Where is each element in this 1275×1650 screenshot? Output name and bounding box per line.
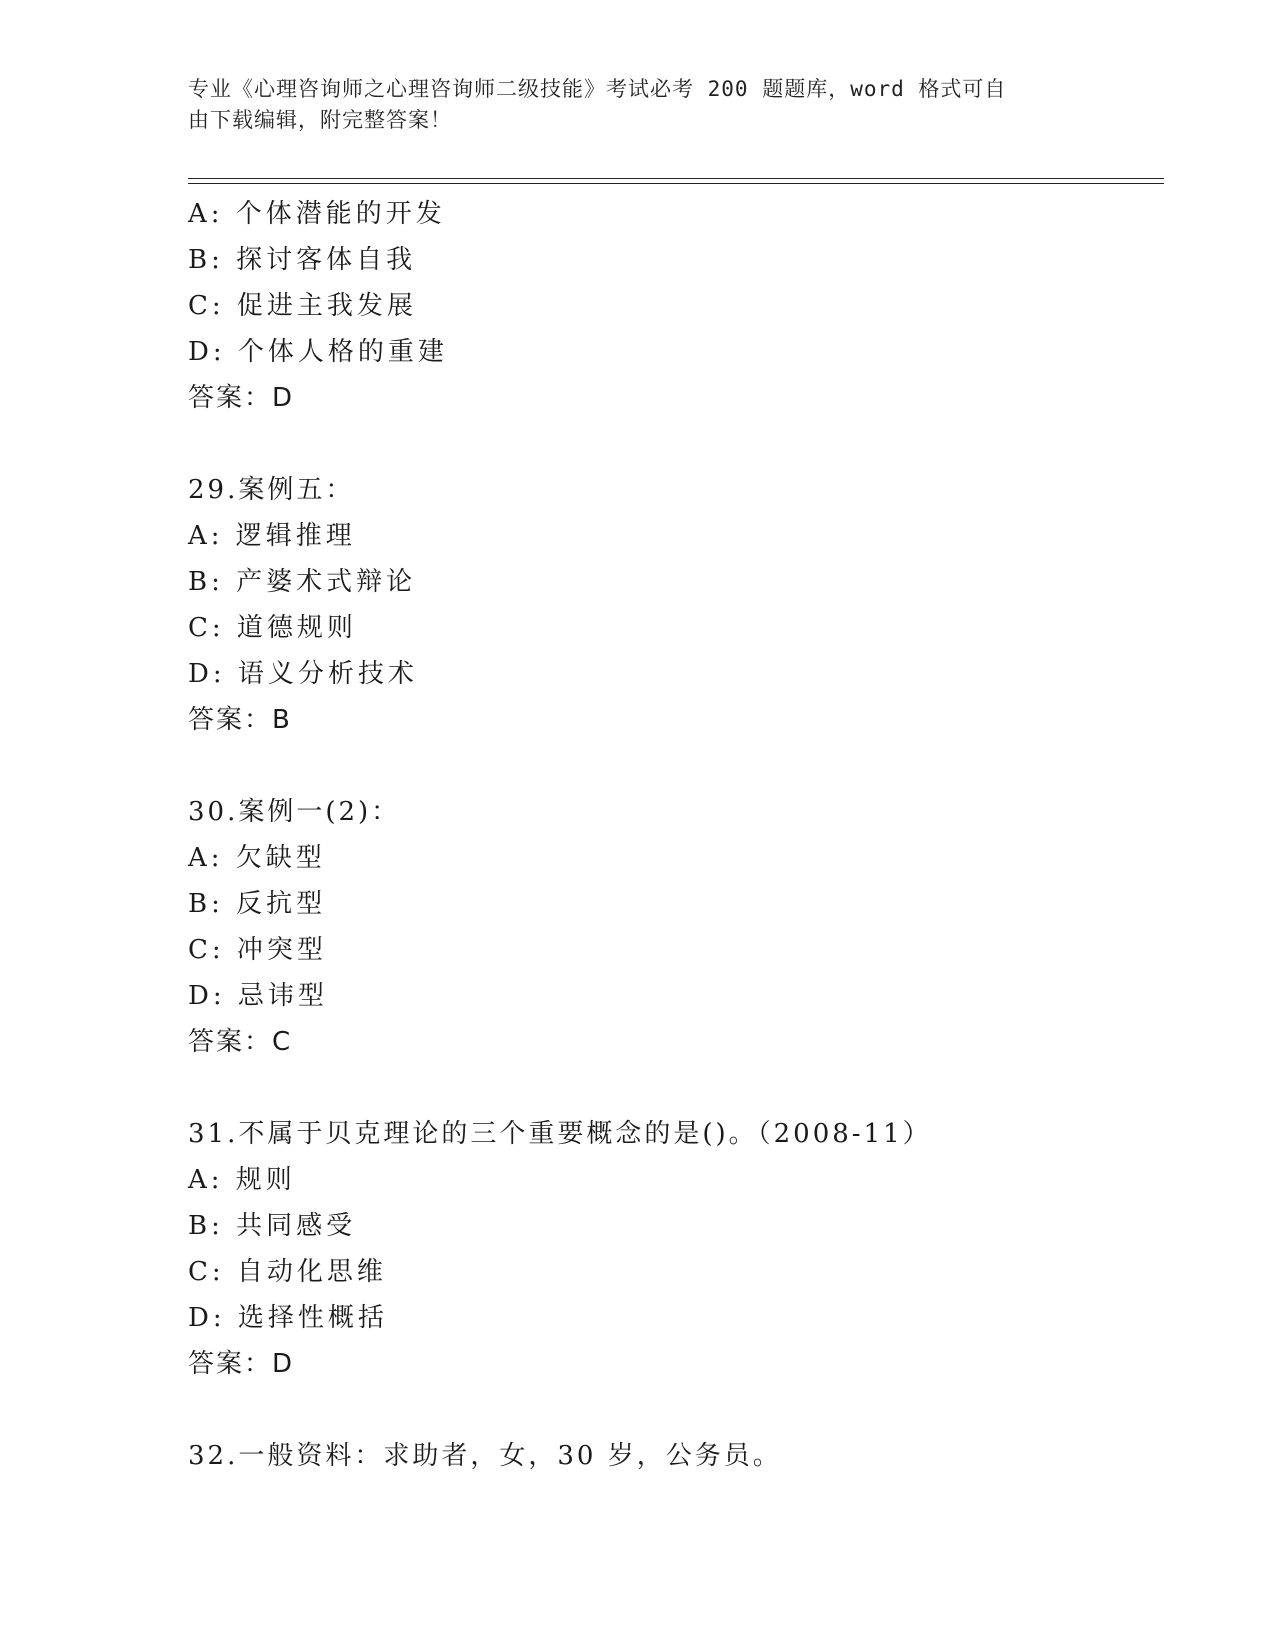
option-a: A: 逻辑推理 xyxy=(188,521,356,551)
option-c: C: 冲突型 xyxy=(188,935,327,965)
option-b: B: 产婆术式辩论 xyxy=(188,567,417,597)
option-a: A: 规则 xyxy=(188,1165,296,1195)
option-c: C: 促进主我发展 xyxy=(188,291,417,321)
question-text: 31.不属于贝克理论的三个重要概念的是()。（2008-11） xyxy=(188,1119,932,1149)
option-a: A: 欠缺型 xyxy=(188,843,326,873)
header-divider-bottom xyxy=(188,183,1164,184)
answer: 答案：C xyxy=(188,1027,293,1057)
option-a: A: 个体潜能的开发 xyxy=(188,199,446,229)
option-b: B: 共同感受 xyxy=(188,1211,357,1241)
question-block xyxy=(188,1433,1168,1479)
option-c: C: 自动化思维 xyxy=(188,1257,387,1287)
question-block xyxy=(188,789,1168,1065)
answer: 答案：B xyxy=(188,705,292,735)
header-divider-top xyxy=(188,178,1164,179)
question-list xyxy=(188,191,1168,1479)
document-header xyxy=(188,74,1068,136)
header-line-2: 由下载编辑，附完整答案！ xyxy=(188,108,452,132)
option-b: B: 探讨客体自我 xyxy=(188,245,417,275)
option-d: D: 选择性概括 xyxy=(188,1303,388,1333)
question-block xyxy=(188,467,1168,743)
question-text: 29.案例五： xyxy=(188,475,355,505)
header-line-1: 专业《心理咨询师之心理咨询师二级技能》考试必考 200 题题库，word 格式可自 xyxy=(188,77,1007,101)
option-d: D: 忌讳型 xyxy=(188,981,328,1011)
option-d: D: 语义分析技术 xyxy=(188,659,418,689)
question-text: 32.一般资料：求助者，女，30 岁，公务员。 xyxy=(188,1441,782,1471)
option-c: C: 道德规则 xyxy=(188,613,357,643)
answer: 答案：D xyxy=(188,1349,295,1379)
question-block xyxy=(188,1111,1168,1387)
question-block xyxy=(188,191,1168,421)
answer: 答案：D xyxy=(188,383,295,413)
question-text: 30.案例一(2)： xyxy=(188,797,401,827)
option-b: B: 反抗型 xyxy=(188,889,327,919)
option-d: D: 个体人格的重建 xyxy=(188,337,448,367)
